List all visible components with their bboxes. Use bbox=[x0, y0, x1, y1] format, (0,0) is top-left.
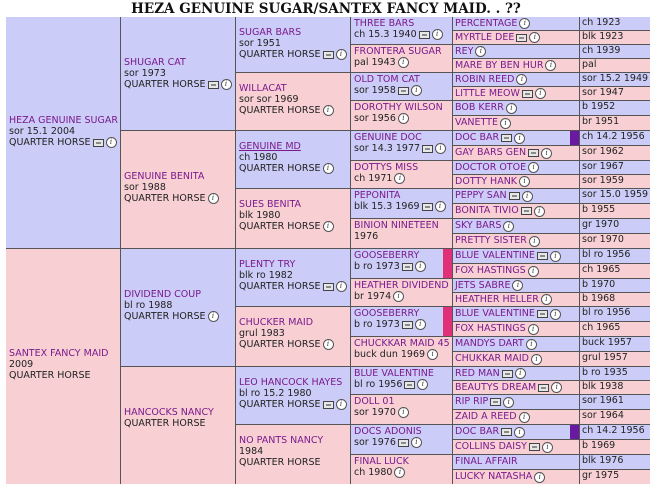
horse-name-link[interactable]: BONITA TIVIO bbox=[455, 205, 519, 216]
horse-name-link[interactable]: OLD TOM CAT bbox=[354, 74, 420, 85]
horse-details: sor 1958 bbox=[354, 85, 396, 96]
horse-name-link[interactable]: HANCOCKS NANCY bbox=[124, 407, 214, 418]
horse-details: pal 1943 bbox=[354, 57, 396, 68]
horse-name-link[interactable]: REY bbox=[455, 45, 474, 57]
horse-name-link[interactable]: DOTTY HANK bbox=[455, 175, 518, 187]
gen5-horse bbox=[453, 175, 579, 188]
gen5-horse bbox=[453, 87, 579, 100]
horse-details: sor 1951 bbox=[239, 38, 281, 49]
horse-name-link[interactable]: FOX HASTINGS bbox=[455, 323, 526, 334]
info-icon[interactable]: i bbox=[208, 311, 219, 322]
horse-name-link[interactable]: BLUE VALENTINE bbox=[455, 308, 535, 319]
info-icon[interactable]: i bbox=[519, 176, 530, 187]
gen5-horse bbox=[453, 31, 579, 44]
info-icon[interactable]: i bbox=[534, 206, 545, 217]
gen5-horse bbox=[453, 59, 579, 72]
info-icon[interactable]: i bbox=[551, 382, 562, 393]
photo-icon[interactable] bbox=[521, 207, 532, 215]
gen3-horse bbox=[236, 249, 350, 306]
breed-label: QUARTER HORSE bbox=[124, 311, 206, 322]
horse-name-link[interactable]: PEPPY SAN bbox=[455, 190, 507, 201]
horse-details: sor 1988 bbox=[124, 182, 166, 193]
info-icon[interactable]: i bbox=[531, 354, 542, 365]
horse-name-link[interactable]: CHUCKER MAID bbox=[239, 317, 314, 328]
gen5-details: ch 14.2 1956 bbox=[580, 131, 650, 145]
horse-name-link[interactable]: FOX HASTINGS bbox=[455, 265, 526, 276]
gen5-details: b ro 1935 bbox=[580, 367, 650, 380]
info-icon[interactable]: i bbox=[503, 397, 514, 408]
gen1-sire bbox=[6, 17, 120, 248]
horse-name-link[interactable]: CHUKKAR MAID bbox=[455, 353, 529, 364]
gen5-horse bbox=[453, 307, 579, 321]
info-icon[interactable]: i bbox=[550, 309, 561, 320]
horse-name-link[interactable]: FINAL LUCK bbox=[354, 456, 409, 467]
info-icon[interactable]: i bbox=[336, 281, 347, 292]
horse-details: b ro 1973 bbox=[354, 261, 400, 272]
info-icon[interactable]: i bbox=[519, 18, 530, 29]
page-title: HEZA GENUINE SUGAR/SANTEX FANCY MAID. . ?? bbox=[131, 1, 521, 17]
horse-name-link[interactable]: LEO HANCOCK HAYES bbox=[239, 377, 343, 388]
horse-name-link[interactable]: FINAL AFFAIR bbox=[455, 456, 518, 467]
photo-icon[interactable] bbox=[529, 443, 540, 451]
gen5-horse bbox=[453, 293, 579, 306]
horse-details: ch 1971 bbox=[354, 173, 393, 184]
horse-details: 1976 bbox=[354, 231, 379, 242]
gen4-horse bbox=[351, 17, 452, 44]
info-icon[interactable]: i bbox=[336, 399, 347, 410]
horse-details: 2009 bbox=[9, 359, 34, 370]
horse-name-link[interactable]: VANETTE bbox=[455, 117, 498, 128]
horse-name-link[interactable]: BLUE VALENTINE bbox=[455, 250, 535, 261]
photo-icon[interactable] bbox=[502, 370, 513, 378]
horse-details: sor 14.3 1977 bbox=[354, 143, 421, 154]
photo-icon[interactable] bbox=[398, 439, 409, 447]
gen5-details: sor 1962 bbox=[580, 146, 650, 160]
horse-details: 1984 bbox=[239, 446, 264, 457]
horse-name-link[interactable]: SUGAR BARS bbox=[239, 27, 302, 38]
gen3-horse bbox=[236, 17, 350, 72]
photo-icon[interactable] bbox=[323, 51, 334, 59]
purple-marker bbox=[570, 131, 579, 145]
info-icon[interactable]: i bbox=[398, 407, 409, 418]
breed-label: QUARTER HORSE bbox=[239, 163, 321, 174]
gen5-details: sor 15.0 1959 bbox=[580, 189, 650, 203]
info-icon[interactable]: i bbox=[528, 324, 539, 335]
gen5-details: b 1952 bbox=[580, 101, 650, 115]
horse-name-link[interactable]: SHUGAR CAT bbox=[124, 57, 186, 68]
horse-name-link[interactable]: LITTLE MEOW bbox=[455, 87, 520, 99]
horse-details: sor sor 1969 bbox=[239, 94, 299, 105]
horse-name-link[interactable]: SKY BARS bbox=[455, 220, 502, 231]
info-icon[interactable]: i bbox=[398, 57, 409, 68]
gen5-horse bbox=[453, 73, 579, 86]
gen4-horse bbox=[351, 249, 443, 278]
info-icon[interactable]: i bbox=[512, 280, 523, 291]
gen3-horse bbox=[236, 131, 350, 188]
gen5-details: bl ro 1956 bbox=[580, 249, 650, 263]
gen5-horse bbox=[453, 455, 579, 469]
horse-name-link[interactable]: WILLACAT bbox=[239, 83, 287, 94]
info-icon[interactable]: i bbox=[529, 32, 540, 43]
horse-details: blk 15.3 1969 bbox=[354, 201, 420, 212]
gen4-horse bbox=[351, 189, 452, 218]
info-icon[interactable]: i bbox=[529, 236, 540, 247]
info-icon[interactable]: i bbox=[514, 427, 525, 438]
horse-name-link[interactable]: BEAUTYS DREAM bbox=[455, 381, 537, 393]
horse-details: grul 1983 bbox=[239, 328, 285, 339]
info-icon[interactable]: i bbox=[323, 221, 334, 232]
info-icon[interactable]: i bbox=[411, 437, 422, 448]
info-icon[interactable]: i bbox=[427, 349, 438, 360]
gen4-horse bbox=[351, 131, 452, 160]
photo-icon[interactable] bbox=[419, 31, 430, 39]
horse-name-link[interactable]: PRETTY SISTER bbox=[455, 235, 527, 246]
gen4-horse bbox=[351, 73, 452, 100]
horse-details: ch 1980 bbox=[354, 467, 393, 478]
pedigree-tree bbox=[6, 17, 650, 484]
info-icon[interactable]: i bbox=[323, 163, 334, 174]
gen5-horse bbox=[453, 189, 579, 203]
horse-name-link[interactable]: FRONTERA SUGAR bbox=[354, 46, 442, 57]
horse-details: blk 1980 bbox=[239, 210, 281, 221]
info-icon[interactable]: i bbox=[208, 193, 219, 204]
photo-icon[interactable] bbox=[490, 398, 501, 406]
info-icon[interactable]: i bbox=[534, 472, 545, 483]
gen5-details: ch 1965 bbox=[580, 264, 650, 278]
gen5-horse bbox=[453, 219, 579, 233]
gen4-horse bbox=[351, 425, 452, 454]
pink-marker bbox=[443, 249, 452, 278]
info-icon[interactable]: i bbox=[542, 442, 553, 453]
gen5-details: grul 1957 bbox=[580, 352, 650, 366]
info-icon[interactable]: i bbox=[394, 173, 405, 184]
gen5-horse bbox=[453, 410, 579, 424]
gen3-horse bbox=[236, 367, 350, 424]
gen5-horse bbox=[453, 264, 579, 278]
gen4-horse bbox=[351, 395, 452, 424]
photo-icon[interactable] bbox=[501, 428, 512, 436]
horse-details: 15.1 2004 bbox=[26, 126, 76, 137]
gen5-horse bbox=[453, 161, 579, 174]
coat-color: sor bbox=[9, 126, 24, 137]
gen5-details: pal bbox=[580, 59, 650, 72]
gen5-details: blk 1976 bbox=[580, 455, 650, 469]
horse-name-link[interactable]: DOC BAR bbox=[455, 132, 500, 143]
gen5-horse bbox=[453, 337, 579, 351]
gen4-horse bbox=[351, 307, 443, 336]
info-icon[interactable]: i bbox=[475, 46, 486, 57]
horse-name-link[interactable]: LUCKY NATASHA bbox=[455, 471, 533, 482]
gen5-horse bbox=[453, 279, 579, 292]
info-icon[interactable]: i bbox=[535, 88, 546, 99]
breed-label: QUARTER HORSE bbox=[9, 370, 91, 381]
photo-icon[interactable] bbox=[538, 384, 549, 392]
info-icon[interactable]: i bbox=[221, 79, 232, 90]
photo-icon[interactable] bbox=[537, 252, 548, 260]
horse-name-link[interactable]: PERCENTAGE bbox=[455, 17, 518, 29]
photo-icon[interactable] bbox=[398, 87, 409, 95]
gen5-details: blk 1923 bbox=[580, 31, 650, 44]
horse-name-link[interactable]: GENUINE DOC bbox=[354, 132, 422, 143]
horse-name-link[interactable]: BOB KERR bbox=[455, 102, 504, 113]
horse-details: sor 1970 bbox=[354, 407, 396, 418]
photo-icon[interactable] bbox=[501, 134, 512, 142]
pink-marker bbox=[443, 307, 452, 336]
horse-details: blk ro 1982 bbox=[239, 270, 293, 281]
info-icon[interactable]: i bbox=[526, 339, 537, 350]
gen5-details: b 1970 bbox=[580, 279, 650, 292]
info-icon[interactable]: i bbox=[541, 148, 552, 159]
info-icon[interactable]: i bbox=[393, 291, 404, 302]
photo-icon[interactable] bbox=[422, 145, 433, 153]
horse-details: buck dun 1969 bbox=[354, 349, 426, 360]
breed-label: QUARTER HORSE bbox=[9, 137, 91, 148]
horse-name-link[interactable]: DOROTHY WILSON bbox=[354, 102, 443, 113]
gen5-details: blk 1938 bbox=[580, 381, 650, 394]
info-icon[interactable]: i bbox=[323, 105, 334, 116]
horse-name-link[interactable]: HEATHER HELLER bbox=[455, 293, 539, 305]
gen5-horse bbox=[453, 131, 570, 145]
info-icon[interactable]: i bbox=[500, 118, 511, 129]
gen3-horse bbox=[236, 189, 350, 248]
info-icon[interactable]: i bbox=[323, 339, 334, 350]
horse-name-link[interactable]: DIVIDEND COUP bbox=[124, 289, 201, 300]
gen5-details: sor 1959 bbox=[580, 175, 650, 188]
horse-name-link[interactable]: HEZA GENUINE SUGAR bbox=[9, 115, 118, 126]
info-icon[interactable]: i bbox=[415, 319, 426, 330]
info-icon[interactable]: i bbox=[336, 49, 347, 60]
breed-label: QUARTER HORSE bbox=[239, 221, 321, 232]
photo-icon[interactable] bbox=[522, 90, 533, 98]
horse-name-link[interactable]: GOOSEBERRY bbox=[354, 250, 420, 261]
photo-icon[interactable] bbox=[404, 381, 415, 389]
gen5-details: b 1968 bbox=[580, 293, 650, 306]
horse-name-link[interactable]: THREE BARS bbox=[354, 18, 415, 29]
horse-name-link[interactable]: RED MAN bbox=[455, 367, 500, 379]
photo-icon[interactable] bbox=[323, 401, 334, 409]
gen5-horse bbox=[453, 101, 579, 115]
horse-details: bl ro 1988 bbox=[124, 300, 173, 311]
horse-name-link[interactable]: ROBIN REED bbox=[455, 73, 515, 85]
gen5-details: b 1955 bbox=[580, 204, 650, 218]
gen5-horse bbox=[453, 470, 579, 484]
horse-name-link[interactable]: BLUE VALENTINE bbox=[354, 368, 434, 379]
info-icon[interactable]: i bbox=[519, 412, 530, 423]
info-icon[interactable]: i bbox=[417, 379, 428, 390]
info-icon[interactable]: i bbox=[514, 133, 525, 144]
breed-label: QUARTER HORSE bbox=[239, 457, 321, 468]
info-icon[interactable]: i bbox=[394, 467, 405, 478]
gen5-horse bbox=[453, 204, 579, 218]
breed-label: QUARTER HORSE bbox=[124, 193, 206, 204]
gen4-horse bbox=[351, 367, 452, 394]
breed-label: QUARTER HORSE bbox=[239, 49, 321, 60]
horse-name-link[interactable]: COLLINS DAISY bbox=[455, 441, 527, 452]
info-icon[interactable]: i bbox=[522, 191, 533, 202]
horse-name-link[interactable]: NO PANTS NANCY bbox=[239, 435, 324, 446]
photo-icon[interactable] bbox=[516, 34, 527, 42]
gen5-details: sor 1947 bbox=[580, 87, 650, 100]
gen4-horse bbox=[351, 101, 452, 130]
horse-details: ch 15.3 1940 bbox=[354, 29, 417, 40]
gen3-horse bbox=[236, 73, 350, 130]
info-icon[interactable]: i bbox=[411, 85, 422, 96]
gen5-details: br 1951 bbox=[580, 116, 650, 130]
gen1-dam bbox=[6, 249, 120, 484]
info-icon[interactable]: i bbox=[545, 60, 556, 71]
horse-name-link[interactable]: SANTEX FANCY MAID bbox=[9, 348, 109, 359]
gen5-horse bbox=[453, 116, 579, 130]
photo-icon[interactable] bbox=[528, 149, 539, 157]
info-icon[interactable]: i bbox=[528, 266, 539, 277]
gen3-horse bbox=[236, 307, 350, 366]
gen5-horse bbox=[453, 234, 579, 248]
info-icon[interactable]: i bbox=[106, 137, 117, 148]
photo-icon[interactable] bbox=[537, 310, 548, 318]
gen5-details: sor 1967 bbox=[580, 161, 650, 174]
gen4-horse bbox=[351, 337, 452, 366]
gen5-horse bbox=[453, 146, 579, 160]
horse-name-link[interactable]: RIP RIP bbox=[455, 396, 489, 407]
horse-name-link[interactable]: DOLL 01 bbox=[354, 396, 395, 407]
photo-icon[interactable] bbox=[402, 321, 413, 329]
purple-marker bbox=[570, 425, 579, 439]
horse-details: sor 1976 bbox=[354, 437, 396, 448]
gen5-horse bbox=[453, 45, 579, 58]
gen5-horse bbox=[453, 17, 579, 30]
gen4-horse bbox=[351, 455, 452, 484]
info-icon[interactable]: i bbox=[541, 294, 552, 305]
horse-name-link[interactable]: DOCS ADONIS bbox=[354, 426, 422, 437]
horse-name-link[interactable]: CHUCKKAR MAID 45 bbox=[354, 338, 450, 349]
horse-details: br 1974 bbox=[354, 291, 392, 302]
horse-details: sor 1956 bbox=[354, 113, 396, 124]
gen5-details: sor 1961 bbox=[580, 395, 650, 409]
horse-name-link[interactable]: ZAID A REED bbox=[455, 411, 517, 422]
gen5-horse bbox=[453, 367, 579, 380]
info-icon[interactable]: i bbox=[415, 261, 426, 272]
gen5-details: ch 1923 bbox=[580, 17, 650, 30]
horse-name-link[interactable]: GAY BARS GEN bbox=[455, 147, 527, 158]
horse-name-link[interactable]: JETS SABRE bbox=[455, 279, 511, 291]
gen5-details: buck 1957 bbox=[580, 337, 650, 351]
gen5-details: bl ro 1956 bbox=[580, 307, 650, 321]
gen5-horse bbox=[453, 322, 579, 336]
horse-name-link[interactable]: MARE BY BEN HUR bbox=[455, 59, 544, 71]
info-icon[interactable]: i bbox=[435, 201, 446, 212]
horse-name-link[interactable]: DOCTOR OTOE bbox=[455, 161, 527, 173]
info-icon[interactable]: i bbox=[516, 74, 527, 85]
gen3-horse bbox=[236, 425, 350, 484]
gen5-details: ch 14.2 1956 bbox=[580, 425, 650, 439]
horse-name-link[interactable]: DOC BAR bbox=[455, 426, 500, 437]
horse-details: sor 1973 bbox=[124, 68, 166, 79]
horse-name-link[interactable]: DOTTYS MISS bbox=[354, 162, 419, 173]
gen4-horse bbox=[351, 45, 452, 72]
gen5-details: sor 1964 bbox=[580, 410, 650, 424]
info-icon[interactable]: i bbox=[398, 113, 409, 124]
photo-icon[interactable] bbox=[208, 81, 219, 89]
gen5-horse bbox=[453, 395, 579, 409]
breed-label: QUARTER HORSE bbox=[239, 105, 321, 116]
breed-label: QUARTER HORSE bbox=[239, 399, 321, 410]
horse-details: bl ro 15.2 1980 bbox=[239, 388, 312, 399]
horse-name-link[interactable]: GOOSEBERRY bbox=[354, 308, 420, 319]
breed-label: QUARTER HORSE bbox=[124, 79, 206, 90]
breed-label: QUARTER HORSE bbox=[239, 281, 321, 292]
gen5-details: gr 1975 bbox=[580, 470, 650, 484]
info-icon[interactable]: i bbox=[435, 143, 446, 154]
gen5-horse bbox=[453, 352, 579, 366]
gen5-horse bbox=[453, 249, 579, 263]
horse-name-link[interactable]: BINION NINETEEN bbox=[354, 220, 439, 231]
gen5-details: b 1969 bbox=[580, 440, 650, 454]
info-icon[interactable]: i bbox=[550, 251, 561, 262]
gen2-horse bbox=[121, 131, 235, 248]
gen5-details: sor 15.2 1949 bbox=[582, 73, 649, 84]
horse-details: b ro 1973 bbox=[354, 319, 400, 330]
horse-name-link[interactable]: PEPONITA bbox=[354, 190, 401, 201]
horse-name-link[interactable]: GENUINE BENITA bbox=[124, 171, 205, 182]
gen2-horse bbox=[121, 17, 235, 130]
gen5-details: ch 1939 bbox=[580, 45, 650, 58]
photo-icon[interactable] bbox=[93, 139, 104, 147]
gen5-horse bbox=[453, 381, 579, 394]
gen2-horse bbox=[121, 367, 235, 484]
gen5-horse bbox=[453, 440, 579, 454]
gen4-horse bbox=[351, 219, 452, 248]
breed-label: QUARTER HORSE bbox=[239, 339, 321, 350]
info-icon[interactable]: i bbox=[515, 368, 526, 379]
gen2-horse bbox=[121, 249, 235, 366]
horse-name-link[interactable]: PLENTY TRY bbox=[239, 259, 296, 270]
gen5-details: gr 1970 bbox=[580, 219, 650, 233]
info-icon[interactable]: i bbox=[528, 162, 539, 173]
photo-icon[interactable] bbox=[422, 203, 433, 211]
photo-icon[interactable] bbox=[402, 263, 413, 271]
info-icon[interactable]: i bbox=[503, 221, 514, 232]
horse-name-link[interactable]: HEATHER DIVIDEND bbox=[354, 280, 449, 291]
horse-name-link[interactable]: MYRTLE DEE bbox=[455, 31, 515, 43]
horse-details: bl ro 1956 bbox=[354, 379, 403, 390]
breed-label: QUARTER HORSE bbox=[124, 418, 206, 429]
gen5-details: sor 1970 bbox=[580, 234, 650, 248]
photo-icon[interactable] bbox=[323, 283, 334, 291]
gen5-horse bbox=[453, 425, 570, 439]
info-icon[interactable]: i bbox=[432, 29, 443, 40]
info-icon[interactable]: i bbox=[506, 103, 517, 114]
horse-name-link[interactable]: SUES BENITA bbox=[239, 199, 302, 210]
gen4-horse bbox=[351, 279, 452, 306]
gen5-details: ch 1965 bbox=[580, 322, 650, 336]
photo-icon[interactable] bbox=[509, 192, 520, 200]
horse-name-link[interactable]: GENUINE MD bbox=[239, 141, 301, 152]
horse-details: ch 1980 bbox=[239, 152, 278, 163]
gen4-horse bbox=[351, 161, 452, 188]
horse-name-link[interactable]: MANDYS DART bbox=[455, 338, 524, 349]
